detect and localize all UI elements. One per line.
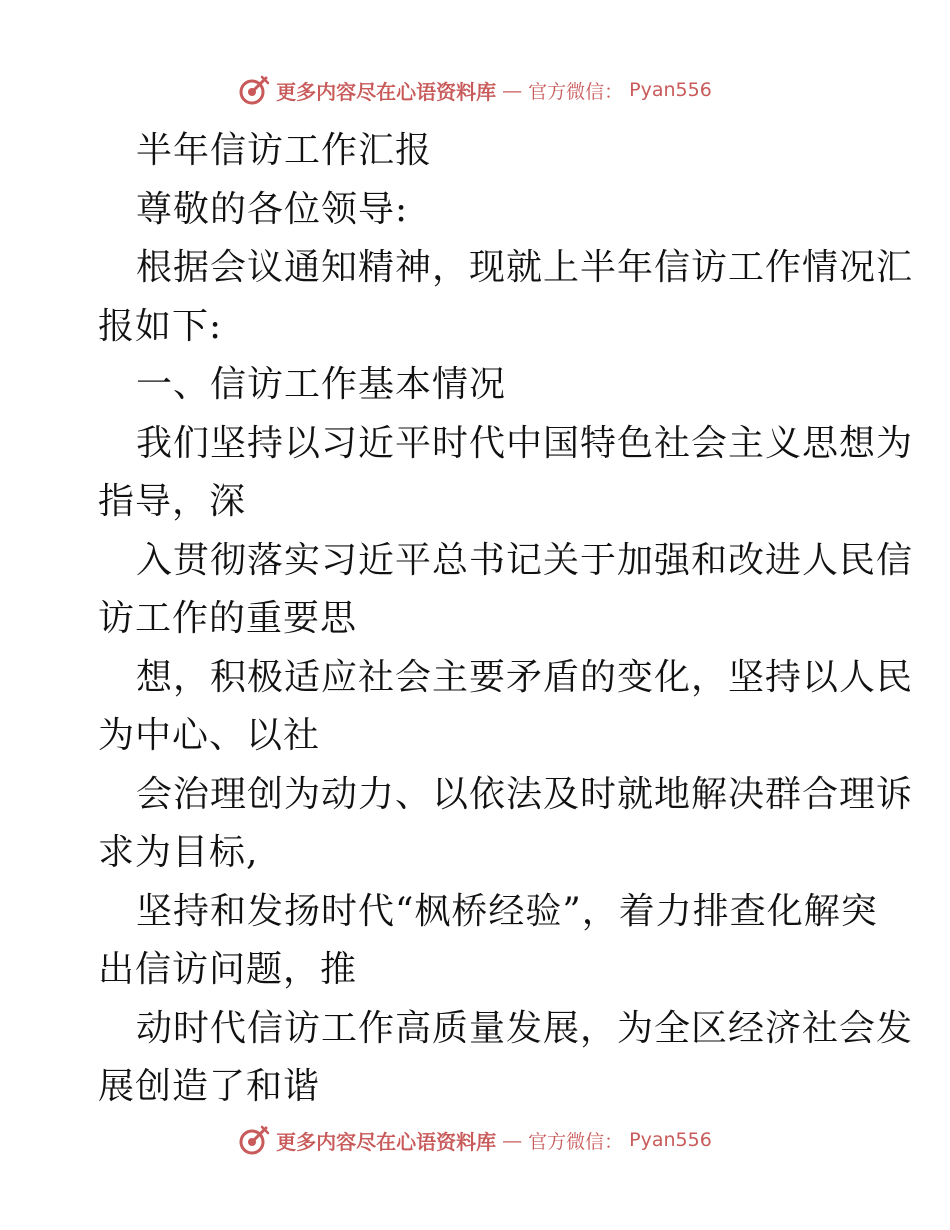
pen-on-circle-logo-icon <box>238 74 270 106</box>
text-line: 一、信访工作基本情况 <box>136 364 507 405</box>
banner-wechat-id: Pyan556 <box>629 1129 712 1151</box>
banner-wechat-id: Pyan556 <box>629 79 712 101</box>
text-line: 出信访问题，推 <box>98 949 358 990</box>
text-line: 为中心、以社 <box>98 715 321 756</box>
text-line: 求为目标, <box>98 832 259 873</box>
document-body <box>98 122 914 1117</box>
text-line: 动时代信访工作高质量发展，为全区经济社会发 <box>136 1007 914 1049</box>
text-line: 会治理创为动力、以依法及时就地解决群合理诉 <box>136 773 914 815</box>
text-line: 指导，深 <box>98 481 247 522</box>
text-line: 想，积极适应社会主要矛盾的变化，坚持以人民 <box>136 656 914 698</box>
pen-on-circle-logo-icon <box>238 1124 270 1156</box>
banner-dash: — <box>502 78 523 102</box>
text-line: 展创造了和谐 <box>98 1066 321 1107</box>
watermark-banner-bottom <box>0 1120 950 1160</box>
text-line: 我们坚持以习近平时代中国特色社会主义思想为 <box>136 422 914 464</box>
banner-main-text: 更多内容尽在心语资料库 <box>276 79 497 104</box>
text-line: 入贯彻落实习近平总书记关于加强和改进人民信 <box>136 539 914 581</box>
text-line: 坚持和发扬时代“枫桥经验”，着力排查化解突 <box>136 890 878 932</box>
watermark-banner-top <box>0 70 950 110</box>
banner-dash: — <box>502 1128 523 1152</box>
text-line: 根据会议通知精神，现就上半年信访工作情况汇 <box>136 247 914 288</box>
text-line: 半年信访工作汇报 <box>136 130 433 171</box>
banner-main-text: 更多内容尽在心语资料库 <box>276 1129 497 1154</box>
text-line: 尊敬的各位领导: <box>136 188 409 230</box>
banner-sub-text: 官方微信： <box>528 1130 624 1153</box>
text-line: 报如下: <box>98 305 223 347</box>
text-line: 访工作的重要思 <box>98 598 358 639</box>
banner-sub-text: 官方微信： <box>528 80 624 103</box>
